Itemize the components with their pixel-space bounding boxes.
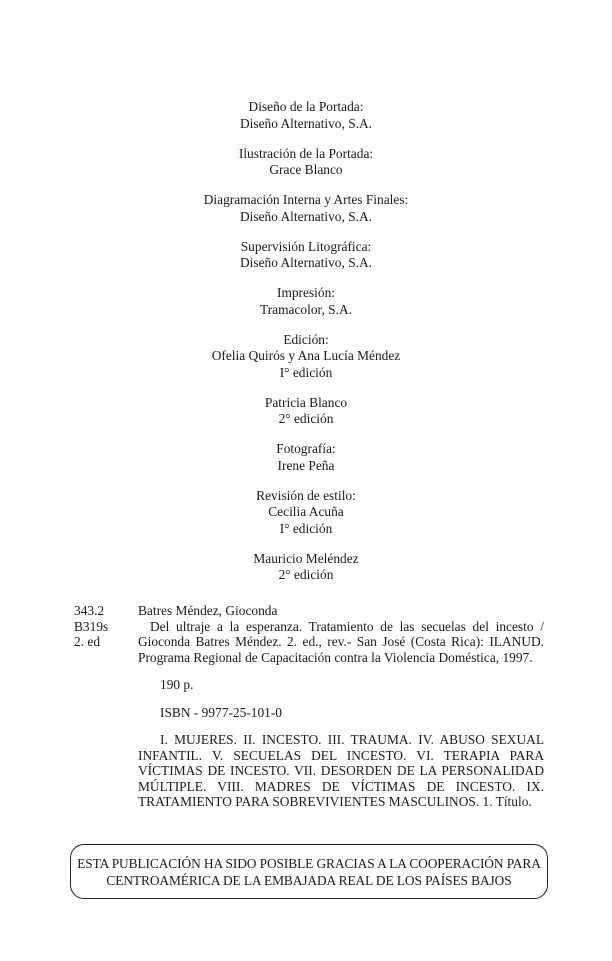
credit-block xyxy=(0,99,612,132)
credit-block xyxy=(0,551,612,584)
credit-block xyxy=(0,488,612,538)
catalog-pages: 190 p. xyxy=(160,677,194,692)
credit-block xyxy=(0,192,612,225)
credit-value: Diseño Alternativo, S.A. xyxy=(239,115,373,131)
credit-role: Revisión de estilo: xyxy=(256,487,356,503)
catalog-record xyxy=(74,603,544,810)
credit-value: Irene Peña xyxy=(277,457,335,473)
credit-block xyxy=(0,395,612,428)
catalog-description: Del ultraje a la esperanza. Tratamiento de las secuelas del incesto / Gioconda Batres Méndez. 2. ed., rev.- San José (Costa Rica): ILANUD. Programa Regional de Capacitación contra la Violencia Doméstica, 1997. xyxy=(138,618,544,665)
credit-block xyxy=(0,285,612,318)
credits-section xyxy=(0,99,612,584)
funding-notice-line-2: CENTROAMÉRICA DE LA EMBAJADA REAL DE LOS PAÍSES BAJOS xyxy=(106,873,512,888)
catalog-subjects: I. MUJERES. II. INCESTO. III. TRAUMA. IV. ABUSO SEXUAL INFANTIL. V. SECUELAS DEL INCESTO. VI. TERAPIA PARA VÍCTIMAS DE INCESTO. VII. DESORDEN DE LA PERSONALIDAD MÚLTIPLE. VIII. MADRES DE VÍCTIMAS DE INCESTO. IX. TRATAMIENTO PARA SOBREVIVIENTES MASCULINOS. 1. Título. xyxy=(138,732,544,809)
call-number xyxy=(74,603,138,665)
credit-role: Diagramación Interna y Artes Finales: xyxy=(203,192,409,207)
credit-block xyxy=(0,239,612,272)
credit-value: Diseño Alternativo, S.A. xyxy=(239,255,373,270)
credit-value: Diseño Alternativo, S.A. xyxy=(239,208,373,224)
credit-block xyxy=(0,146,612,179)
credit-value: 2° edición xyxy=(278,411,334,426)
funding-notice-line-1: ESTA PUBLICACIÓN HA SIDO POSIBLE GRACIAS A LA COOPERACIÓN PARA xyxy=(77,856,541,871)
catalog-author: Batres Méndez, Gioconda xyxy=(138,603,278,618)
credit-value: Grace Blanco xyxy=(269,162,343,177)
credit-value: I° edición xyxy=(279,520,333,536)
credit-value: Cecilia Acuña xyxy=(268,504,344,519)
credit-value: 2° edición xyxy=(278,567,334,582)
call-number-class: 343.2 xyxy=(74,603,105,618)
credit-role: Ilustración de la Portada: xyxy=(238,145,374,161)
credit-role: Impresión: xyxy=(276,285,335,300)
credit-value: Ofelia Quirós y Ana Lucía Méndez xyxy=(211,348,401,363)
credit-value: I° edición xyxy=(279,364,333,380)
credit-role: Fotografía: xyxy=(276,441,336,456)
call-number-edition: 2. ed xyxy=(74,634,101,649)
credit-value: Mauricio Meléndez xyxy=(253,550,359,566)
credit-role: Edición: xyxy=(283,331,329,347)
credit-value: Tramacolor, S.A. xyxy=(260,301,352,317)
credit-value: Patricia Blanco xyxy=(264,394,348,410)
funding-notice-box xyxy=(70,844,548,899)
credit-role: Supervisión Litográfica: xyxy=(240,238,372,254)
credit-block xyxy=(0,332,612,382)
call-number-cutter: B319s xyxy=(74,618,109,634)
credit-role: Diseño de la Portada: xyxy=(248,99,364,114)
catalog-isbn: ISBN - 9977-25-101-0 xyxy=(160,704,282,720)
credit-block xyxy=(0,441,612,474)
